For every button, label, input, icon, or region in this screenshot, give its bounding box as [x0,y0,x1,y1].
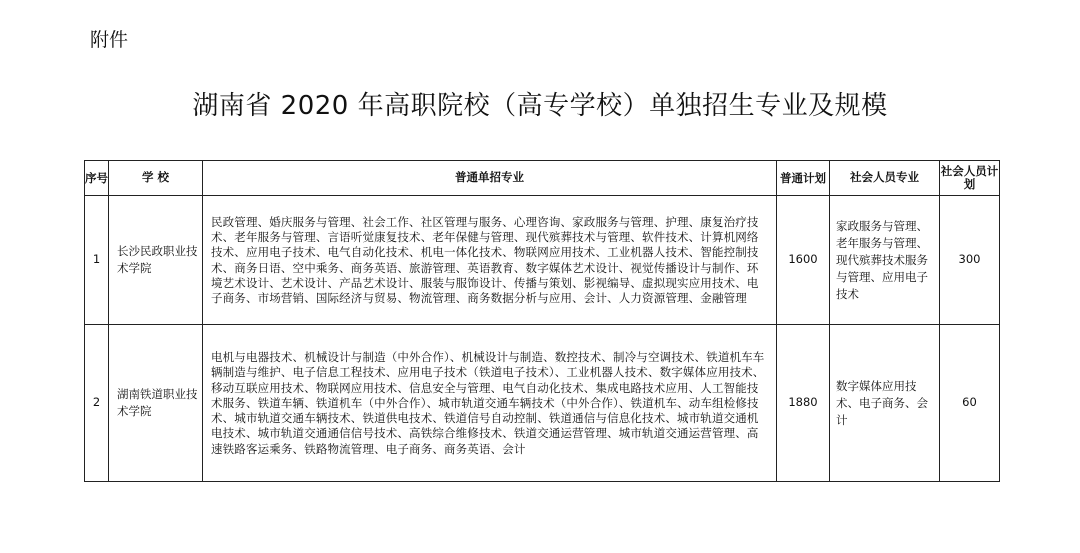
header-plan: 普通计划 [777,161,830,196]
row-plan: 1880 [777,325,830,482]
document-title: 湖南省 2020 年高职院校（高专学校）单独招生专业及规模 [192,91,888,121]
header-social-plan: 社会人员计划 [940,161,1000,196]
header-social-majors: 社会人员专业 [830,161,940,196]
row-num: 1 [85,196,109,325]
header-majors: 普通单招专业 [203,161,777,196]
header-num: 序号 [85,161,109,196]
row-majors: 民政管理、婚庆服务与管理、社会工作、社区管理与服务、心理咨询、家政服务与管理、护理、康复治疗技术、老年服务与管理、言语听觉康复技术、老年保健与管理、现代殡葬技术与管理、软件技术、计算机网络技术、应用电子技术、电气自动化技术、机电一体化技术、物联网应用技术、工业机器人技术、智能控制技术、商务日语、空中乘务、商务英语、旅游管理、英语教育、数字媒体艺术设计、视觉传播设计与制作、环境艺术设计、艺术设计、产品艺术设计、服装与服饰设计、传播与策划、影视编导、虚拟现实应用技术、电子商务、市场营销、国际经济与贸易、物流管理、商务数据分析与应用、会计、人力资源管理、金融管理 [203,196,777,325]
row-social-majors: 家政服务与管理、老年服务与管理、现代殡葬技术服务与管理、应用电子技术 [830,196,940,325]
row-plan: 1600 [777,196,830,325]
header-school: 学 校 [109,161,203,196]
row-social-plan: 60 [940,325,1000,482]
enrollment-table [84,160,1000,482]
row-num: 2 [85,325,109,482]
row-school: 湖南铁道职业技术学院 [109,325,203,482]
attachment-label: 附件 [90,29,129,51]
row-school: 长沙民政职业技术学院 [109,196,203,325]
row-social-majors: 数字媒体应用技术、电子商务、会计 [830,325,940,482]
table-header-row [85,161,1000,196]
table-row [85,196,1000,325]
row-majors: 电机与电器技术、机械设计与制造（中外合作）、机械设计与制造、数控技术、制冷与空调技术、铁道机车车辆制造与维护、电子信息工程技术、应用电子技术（铁道电子技术）、工业机器人技术、数字媒体应用技术、移动互联应用技术、物联网应用技术、信息安全与管理、电气自动化技术、集成电路技术应用、人工智能技术服务、铁道车辆、铁道机车（中外合作）、城市轨道交通车辆技术（中外合作）、铁道机车、动车组检修技术、城市轨道交通车辆技术、铁道供电技术、铁道信号自动控制、铁道通信与信息化技术、城市轨道交通机电技术、城市轨道交通通信信号技术、高铁综合维修技术、铁道交通运营管理、城市轨道交通运营管理、高速铁路客运乘务、铁路物流管理、电子商务、商务英语、会计 [203,325,777,482]
row-social-plan: 300 [940,196,1000,325]
table-row [85,325,1000,482]
